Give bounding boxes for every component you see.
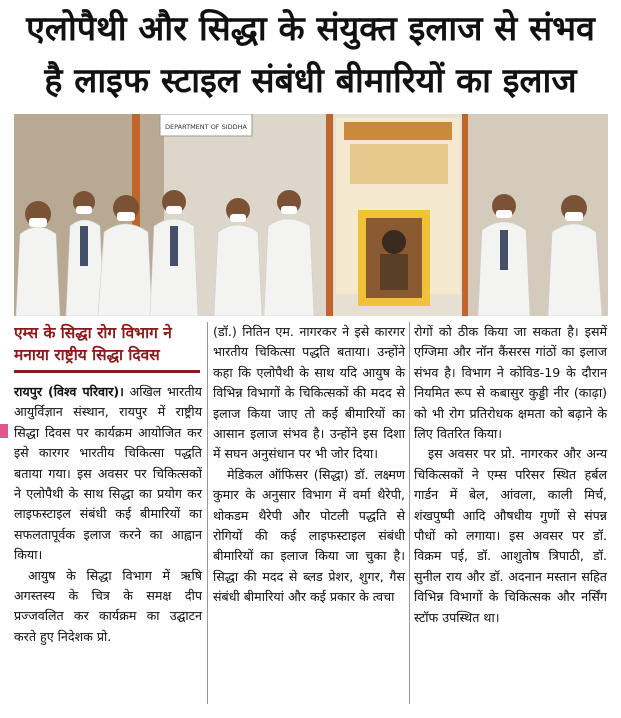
headline-line-1: एलोपैथी और सिद्धा के संयुक्त इलाज से संभव [26,9,595,49]
article-text: अखिल भारतीय आयुर्विज्ञान संस्थान, रायपुर में राष्ट्रीय सिद्धा दिवस पर कार्यक्रम आयोजित कर इसे कारगर भारतीय चिकित्सा पद्धति बताया गया। इस अवसर पर चिकित्सकों ने एलोपैथी के साथ सिद्धा का प्रयोग कर लाइफस्टाइल संबंधी कई बीमारियों का सफलतापूर्वक इलाज करने का आह्वान किया। [14,384,202,563]
article-paragraph: (डॉ.) नितिन एम. नागरकर ने इसे कारगर भारतीय चिकित्सा पद्धति बताया। उन्होंने कहा कि एलोपैथी के साथ यदि आयुष के विभिन्न विभागों के चिकित्सकों की मदद से इलाज किया जाए तो कई बीमारियों का आसान इलाज संभव है। उन्होंने इस दिशा में सघन अनुसंधान पर भी जोर दिया। [213,324,405,462]
article-paragraph: आयुष के सिद्धा विभाग में ऋषि अगस्तस्य के चित्र के समक्ष दीप प्रज्जवलित कर कार्यक्रम का उद्घाटन करते हुए निदेशक प्रो. [14,567,202,644]
headline-line-2: है लाइफ स्टाइल संबंधी बीमारियों का इलाज [44,61,577,101]
article-paragraph: मेडिकल ऑफिसर (सिद्धा) डॉ. लक्ष्मण कुमार के अनुसार विभाग में वर्मा थैरेपी, थोकडम थैरेपी और पोटली पद्धति से रोगियों की कई लाइफस्टाइल संबंधी बीमारियों का इलाज किया जा चुका है। सिद्धा की मदद से ब्लड प्रेशर, शुगर, गैस संबंधी बीमारियां और कई प्रकार के त्वचा [213,466,405,605]
article-column-2 [213,322,405,608]
news-photo [14,114,608,316]
column-divider [409,322,410,704]
subheadline-line-1: एम्स के सिद्धा रोग विभाग ने [14,324,172,342]
article-column-3 [414,322,607,628]
article-paragraph: इस अवसर पर प्रो. नागरकर और अन्य चिकित्सकों ने एम्स परिसर स्थित हर्बल गार्डन में बेल, आंवला, काली मिर्च, शंखपुष्पी आदि औषधीय गुणों से संपन्न पौधों को लगाया। इस अवसर पर डॉ. विक्रम पई, डॉ. आशुतोष त्रिपाठी, डॉ. सुनील राय और डॉ. अदनान मस्तान सहित विभिन्न विभागों के चिकित्सक और नर्सिंग स्टॉफ उपस्थित था। [414,446,607,625]
dateline: रायपुर (विश्व परिवार)। [14,384,124,399]
article-paragraph: रोगों को ठीक किया जा सकता है। इसमें एग्जिमा और नॉन कैंसरस गांठों का इलाज संभव है। विभाग ने कोविड-19 के दौरान नियमित रूप से कबासुर कुड्डी नीर (काढ़ा) को भी रोग प्रतिरोधक क्षमता को बढ़ाने के लिए वितरित किया। [414,324,607,442]
margin-marker [0,424,8,438]
column-divider [207,322,208,704]
subheadline-line-2: मनाया राष्ट्रीय सिद्धा दिवस [14,346,160,364]
article-column-1 [14,382,202,647]
banner-text: DEPARTMENT OF SIDDHA [165,123,247,131]
article-paragraph [14,382,202,566]
subheadline [14,322,200,366]
subheadline-rule [14,370,200,373]
headline [0,0,621,112]
